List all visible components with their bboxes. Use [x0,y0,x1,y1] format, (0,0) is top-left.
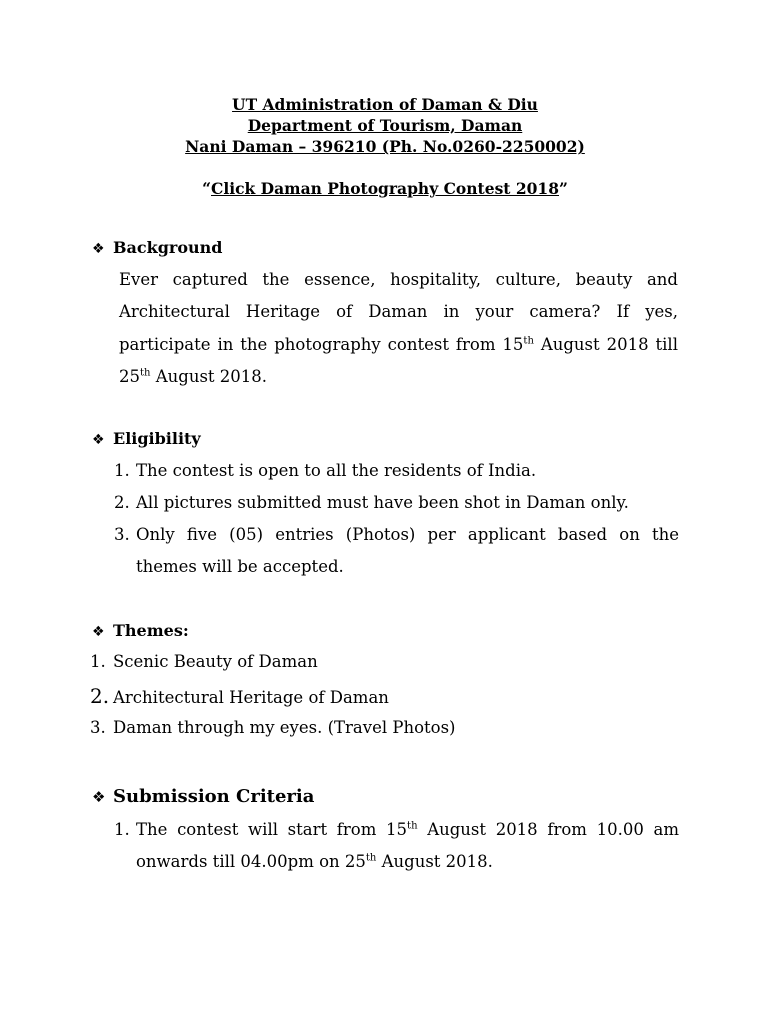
list-item: 3. [114,525,130,544]
diamond-bullet-icon: ❖ [92,241,105,257]
background-paragraph: Ever captured the essence, hospitality, culture, beauty and Architectural Heritage of Daman in your camera? If yes, participate in the photography contest from 15th August 2018 till 25th August 2018. [119,270,678,386]
diamond-bullet-icon: ❖ [92,788,106,806]
list-item: 2. All pictures submitted must have been shot in Daman only. [114,493,629,512]
list-item-text-continued: themes will be accepted. [136,557,344,576]
section-heading-submission-criteria: ❖ Submission Criteria [92,786,315,807]
list-item: 3. Daman through my eyes. (Travel Photos) [90,718,456,737]
diamond-bullet-icon: ❖ [92,624,105,640]
list-item: 1. [114,820,130,839]
list-item: 2. Architectural Heritage of Daman [90,684,389,708]
list-item: 1. Scenic Beauty of Daman [90,652,318,671]
list-item-text-continued: onwards till 04.00pm on 25th August 2018. [136,852,493,871]
section-heading-themes: ❖ Themes: [92,621,189,640]
section-heading-eligibility: ❖ Eligibility [92,429,201,448]
section-heading-background: ❖ Background [92,238,223,257]
list-item-text: The contest will start from 15th August 2018 from 10.00 am [136,820,679,839]
diamond-bullet-icon: ❖ [92,432,105,448]
header-administration: UT Administration of Daman & Diu [232,95,538,114]
list-item-text: Only five (05) entries (Photos) per applicant based on the [136,525,679,544]
header-department: Department of Tourism, Daman [247,116,523,135]
contest-title: “Click Daman Photography Contest 2018” [202,179,568,198]
list-item: 1. The contest is open to all the residents of India. [114,461,537,480]
header-address: Nani Daman – 396210 (Ph. No.0260-2250002) [185,137,585,156]
